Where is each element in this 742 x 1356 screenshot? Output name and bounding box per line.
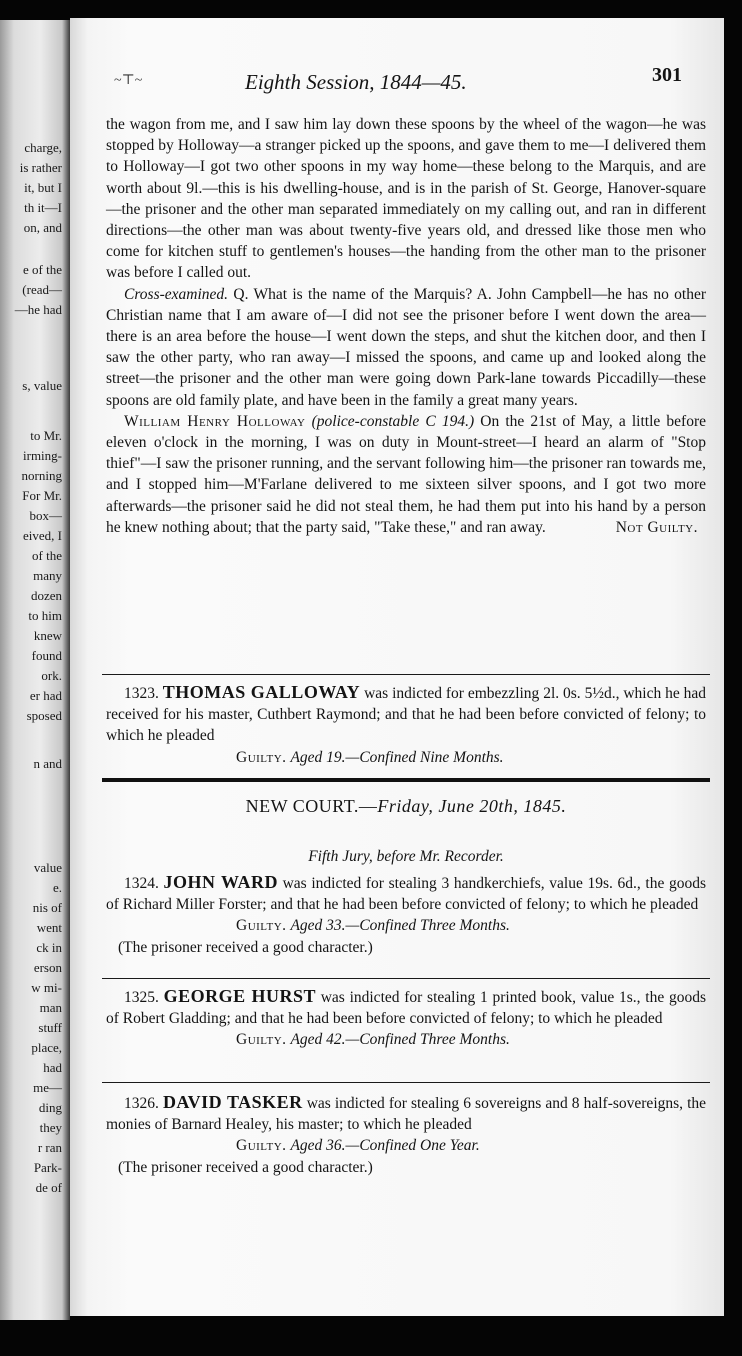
cross-examination-paragraph bbox=[106, 284, 706, 411]
margin-fragment: nis of bbox=[32, 900, 62, 915]
margin-fragment: ding bbox=[38, 1100, 62, 1115]
case-divider-3 bbox=[102, 1082, 710, 1083]
margin-fragment: me— bbox=[33, 1080, 62, 1095]
court-date: Friday, June 20th, 1845. bbox=[377, 796, 567, 816]
case-1323 bbox=[106, 682, 706, 768]
margin-fragment: it, but I bbox=[24, 180, 62, 195]
case-1326-verdict: Guilty. bbox=[236, 1137, 287, 1155]
margin-fragment: w mi- bbox=[31, 980, 62, 995]
margin-fragment: went bbox=[36, 920, 62, 935]
margin-fragment: place, bbox=[31, 1040, 62, 1055]
margin-fragment: found bbox=[31, 648, 62, 663]
margin-fragment: n and bbox=[33, 756, 62, 771]
case-1325-text bbox=[106, 986, 706, 1029]
page-title: Eighth Session, 1844—45. bbox=[245, 70, 467, 94]
margin-fragment: e. bbox=[52, 880, 62, 895]
testimony-block bbox=[106, 114, 706, 538]
case-1326-sentence: Aged 36.—Confined One Year. bbox=[290, 1137, 480, 1155]
margin-fragment: eived, I bbox=[23, 528, 62, 543]
margin-fragment: For Mr. bbox=[22, 488, 62, 503]
case-1323-verdict-line bbox=[106, 747, 706, 768]
verdict-not-guilty: Not Guilty. bbox=[615, 519, 698, 537]
margin-fragment: e of the bbox=[23, 262, 62, 277]
margin-fragment: s, value bbox=[22, 378, 62, 393]
margin-fragment: had bbox=[43, 1060, 62, 1075]
case-1324-defendant: JOHN WARD bbox=[163, 872, 278, 892]
book-page bbox=[70, 18, 724, 1316]
margin-fragment: to him bbox=[28, 608, 62, 623]
case-1325 bbox=[106, 986, 706, 1051]
case-1324-number: 1324. bbox=[124, 875, 159, 892]
margin-fragment: —he had bbox=[14, 302, 62, 317]
cross-examined-label: Cross-examined. bbox=[124, 285, 229, 303]
case-1324-note: (The prisoner received a good character.) bbox=[118, 938, 373, 956]
case-1326 bbox=[106, 1092, 706, 1178]
case-1324-sentence: Aged 33.—Confined Three Months. bbox=[290, 917, 510, 935]
case-1325-verdict: Guilty. bbox=[236, 1031, 287, 1049]
margin-fragment: stuff bbox=[38, 1020, 62, 1035]
witness-text: On the 21st of May, a little before eleven o'clock in the morning, I was on duty in Mount-street—I heard an alarm of "Stop thief"—I saw the prisoner running, and the servant following him—the prisoner ran towards me, and I stopped him—M'Farlane delivered to me sixteen silver spoons, and I got two more afterwards—the prisoner said he did not steal them, he had them put into his hand by a person he knew nothing about; that the party said, "Take these," and ran away. bbox=[106, 412, 706, 536]
margin-fragment: to Mr. bbox=[30, 428, 62, 443]
margin-fragment: ck in bbox=[36, 940, 62, 955]
cross-examination-text: Q. What is the name of the Marquis? A. John Campbell—he has no other Christian name that I am aware of—I did not see the prisoner before I went down the area—there is an area before the house—I went down the steps, and shut the kitchen door, and then I saw the other party, who ran away—I missed the spoons, and came up and looked along the street—the prisoner and the other man were going down Park-lane towards Piccadilly—these spoons are old family plate, and have been in the family a great many years. bbox=[106, 285, 707, 409]
case-1326-indictment: was indicted for stealing 6 sovereigns and 8 half-sovereigns, the monies of Barnard Healey, his master; to which he pleaded bbox=[106, 1095, 707, 1134]
margin-fragment: knew bbox=[33, 628, 62, 643]
case-1323-sentence: Aged 19.—Confined Nine Months. bbox=[290, 748, 504, 766]
case-1326-defendant: DAVID TASKER bbox=[162, 1092, 303, 1112]
margin-fragment: box— bbox=[29, 508, 62, 523]
case-1326-verdict-line bbox=[106, 1135, 706, 1156]
case-1325-defendant: GEORGE HURST bbox=[163, 986, 316, 1006]
witness-name: William Henry Holloway bbox=[124, 412, 306, 430]
case-1324-verdict: Guilty. bbox=[236, 917, 287, 935]
margin-fragment: many bbox=[33, 568, 62, 583]
case-1324-indictment: was indicted for stealing 3 handkerchiefs, value 19s. 6d., the goods of Richard Miller Forster; and that he had been before convicted of felony; to which he pleaded bbox=[106, 875, 706, 914]
case-1323-text bbox=[106, 682, 706, 747]
jury-heading bbox=[106, 846, 706, 867]
case-1323-number: 1323. bbox=[124, 685, 159, 702]
margin-fragment: erson bbox=[33, 960, 62, 975]
case-1324 bbox=[106, 872, 706, 958]
case-1326-number: 1326. bbox=[124, 1095, 159, 1112]
jury-text: Fifth Jury, before Mr. Recorder. bbox=[308, 848, 504, 865]
margin-fragment: on, and bbox=[23, 220, 62, 235]
margin-fragment: r ran bbox=[37, 1140, 62, 1155]
case-1324-text bbox=[106, 872, 706, 915]
margin-fragment: man bbox=[39, 1000, 62, 1015]
case-1323-defendant: THOMAS GALLOWAY bbox=[162, 682, 361, 702]
case-divider-1 bbox=[102, 674, 710, 675]
page-number: 301 bbox=[652, 64, 682, 86]
margin-fragment: dozen bbox=[30, 588, 62, 603]
ornament-mark: ~⊤~ bbox=[114, 73, 143, 88]
margin-fragment: norning bbox=[21, 468, 62, 483]
facing-page-edge bbox=[0, 20, 70, 1320]
session-divider bbox=[102, 778, 710, 782]
margin-fragment: of the bbox=[32, 548, 62, 563]
margin-fragment: ork. bbox=[41, 668, 62, 683]
case-1323-indictment: was indicted for embezzling 2l. 0s. 5½d., which he had received for his master, Cuthbert Raymond; and that he had been before convicted of felony; to which he pleaded bbox=[106, 685, 707, 745]
case-1323-verdict: Guilty. bbox=[236, 748, 287, 766]
margin-fragment: th it—I bbox=[24, 200, 62, 215]
court-heading bbox=[106, 796, 706, 818]
margin-fragment: is rather bbox=[19, 160, 62, 175]
testimony-paragraph-1: the wagon from me, and I saw him lay down these spoons by the wheel of the wagon—he was stopped by Holloway—a stranger picked up the spoons, and gave them to me—I delivered them to Holloway—I got two other spoons in my way home—these belong to the Marquis, and are worth about 9l.—this is his dwelling-house, and is in the parish of St. George, Hanover-square—the prisoner and the other man separated immediately on my calling out, and ran in different directions—the other man was about twenty-five years old, and dressed like those men who come for kitchen stuff to gentlemen's houses—the handing from the other man to the prisoner was before I called out. bbox=[106, 116, 706, 282]
case-1325-number: 1325. bbox=[124, 989, 159, 1006]
running-header bbox=[70, 64, 724, 100]
margin-fragment: (read— bbox=[22, 282, 62, 297]
case-1326-text bbox=[106, 1092, 706, 1135]
margin-fragment: value bbox=[33, 860, 62, 875]
court-name: NEW COURT.— bbox=[245, 796, 378, 816]
case-1325-sentence: Aged 42.—Confined Three Months. bbox=[290, 1031, 510, 1049]
margin-fragment: they bbox=[39, 1120, 62, 1135]
margin-fragment: charge, bbox=[24, 140, 62, 155]
case-1325-verdict-line bbox=[106, 1029, 706, 1050]
witness-role: (police-constable C 194.) bbox=[311, 412, 475, 430]
margin-fragment: er had bbox=[29, 688, 62, 703]
margin-fragment: Park- bbox=[33, 1160, 62, 1175]
case-1325-indictment: was indicted for stealing 1 printed book, value 1s., the goods of Robert Gladding; and that he had been before convicted of felony; to which he pleaded bbox=[106, 989, 706, 1028]
margin-fragment: de of bbox=[35, 1180, 62, 1195]
margin-fragment: sposed bbox=[26, 708, 62, 723]
case-1326-note: (The prisoner received a good character.) bbox=[118, 1158, 373, 1176]
case-divider-2 bbox=[102, 978, 710, 979]
margin-fragment: irming- bbox=[23, 448, 62, 463]
case-1324-verdict-line bbox=[106, 915, 706, 936]
